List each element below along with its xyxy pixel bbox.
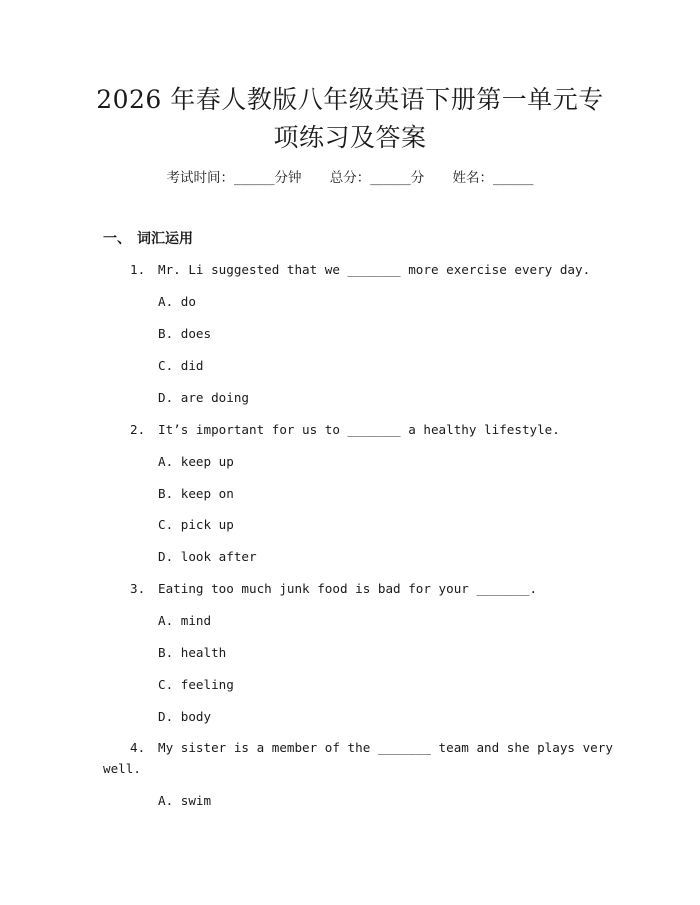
option-a: A. keep up bbox=[158, 454, 234, 469]
page-title-line-1: 2026 年春人教版八年级英语下册第一单元专 bbox=[96, 85, 604, 114]
option-d: D. are doing bbox=[158, 390, 249, 405]
question-number: 4. bbox=[130, 740, 146, 755]
question-text-continued: well. bbox=[103, 761, 141, 776]
option-c: C. did bbox=[158, 358, 204, 373]
option-c: C. pick up bbox=[158, 517, 234, 532]
exam-time: 考试时间：______分钟 bbox=[166, 170, 302, 186]
option-c: C. feeling bbox=[158, 677, 234, 692]
question-number: 3. bbox=[130, 581, 146, 596]
question-text: Eating too much junk food is bad for your _______. bbox=[158, 581, 538, 596]
page-title-line-2: 项练习及答案 bbox=[273, 123, 427, 152]
option-a: A. do bbox=[158, 294, 196, 309]
option-d: D. body bbox=[158, 709, 212, 724]
question-text: My sister is a member of the _______ team and she plays very bbox=[158, 740, 613, 755]
section-number: 一、 bbox=[103, 231, 131, 247]
option-d: D. look after bbox=[158, 549, 257, 564]
exam-info bbox=[0, 168, 700, 188]
option-b: B. health bbox=[158, 645, 227, 660]
question-number: 2. bbox=[130, 422, 146, 437]
student-name: 姓名：______ bbox=[452, 170, 534, 186]
option-a: A. swim bbox=[158, 793, 212, 808]
section-heading bbox=[103, 229, 193, 249]
question-text: It’s important for us to _______ a healthy lifestyle. bbox=[158, 422, 560, 437]
total-score: 总分：______分 bbox=[329, 170, 425, 186]
section-title: 词汇运用 bbox=[137, 231, 193, 247]
question-number: 1. bbox=[130, 262, 146, 277]
question-text: Mr. Li suggested that we _______ more exercise every day. bbox=[158, 262, 591, 277]
option-a: A. mind bbox=[158, 613, 212, 628]
option-b: B. keep on bbox=[158, 486, 234, 501]
option-b: B. does bbox=[158, 326, 212, 341]
